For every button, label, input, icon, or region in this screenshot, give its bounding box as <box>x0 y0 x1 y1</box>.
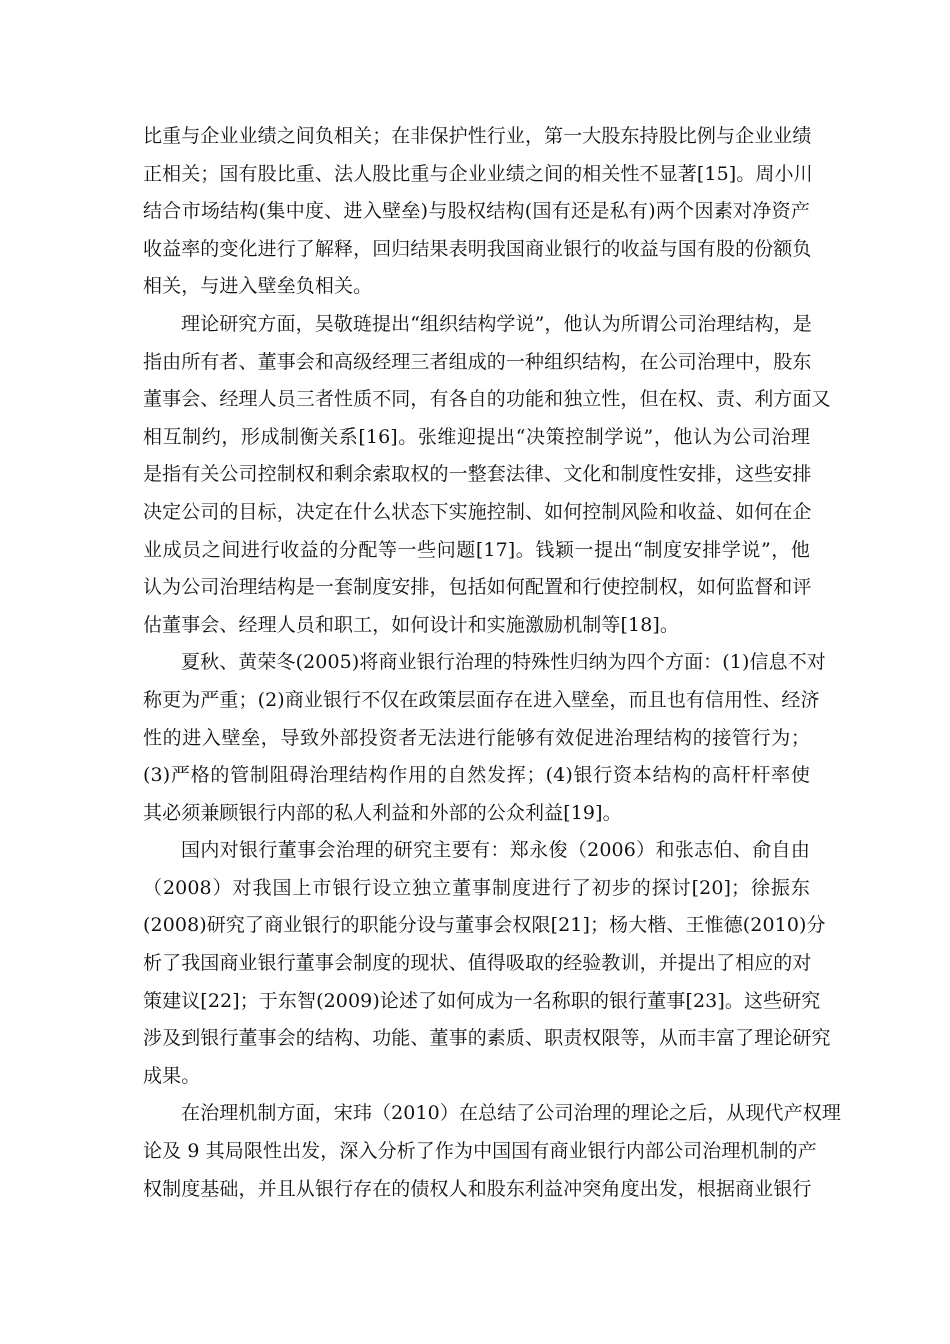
text-line: 相互制约，形成制衡关系[16]。张维迎提出“决策控制学说”，他认为公司治理 <box>143 425 810 448</box>
text-line: (2008)研究了商业银行的职能分设与董事会权限[21]；杨大楷、王惟德(2010)分 <box>143 914 826 937</box>
text-line: 析了我国商业银行董事会制度的现状、值得吸取的经验教训，并提出了相应的对 <box>143 952 812 975</box>
text-line: （2008）对我国上市银行设立独立董事制度进行了初步的探讨[20]；徐振东 <box>143 876 810 899</box>
text-line: (3)严格的管制阻碍治理结构作用的自然发挥；(4)银行资本结构的高杆杆率使 <box>143 764 810 787</box>
paragraph-board-governance <box>143 832 831 1095</box>
text-line: 董事会、经理人员三者性质不同，有各自的功能和独立性，但在权、责、利方面又 <box>143 388 831 411</box>
text-line: 结合市场结构(集中度、进入壁垒)与股权结构(国有还是私有)两个因素对净资产 <box>143 200 810 223</box>
text-line: 权制度基础，并且从银行存在的债权人和股东利益冲突角度出发，根据商业银行 <box>143 1177 812 1200</box>
text-line: 正相关；国有股比重、法人股比重与企业业绩之间的相关性不显著[15]。周小川 <box>143 162 813 185</box>
text-line: 是指有关公司控制权和剩余索取权的一整套法律、文化和制度性安排，这些安排 <box>143 463 812 486</box>
text-line: 估董事会、经理人员和职工，如何设计和实施激励机制等[18]。 <box>143 613 680 636</box>
text-line: 称更为严重；(2)商业银行不仅在政策层面存在进入壁垒，而且也有信用性、经济 <box>143 688 820 711</box>
text-line: 夏秋、黄荣冬(2005)将商业银行治理的特殊性归纳为四个方面：(1)信息不对 <box>181 651 826 674</box>
text-line: 业成员之间进行收益的分配等一些问题[17]。钱颖一提出“制度安排学说”，他 <box>143 538 810 561</box>
text-line: 相关，与进入壁垒负相关。 <box>143 275 373 298</box>
text-line: 论及 9 其局限性出发，深入分析了作为中国国有商业银行内部公司治理机制的产 <box>143 1140 817 1163</box>
text-line: 涉及到银行董事会的结构、功能、董事的素质、职责权限等，从而丰富了理论研究 <box>143 1027 831 1050</box>
text-line: 国内对银行董事会治理的研究主要有：郑永俊（2006）和张志伯、俞自由 <box>181 839 810 862</box>
paragraph-theory-research <box>143 306 831 644</box>
text-line: 决定公司的目标，决定在什么状态下实施控制、如何控制风险和收益、如何在企 <box>143 500 812 523</box>
text-line: 策建议[22]；于东智(2009)论述了如何成为一名称职的银行董事[23]。这些研究 <box>143 989 821 1012</box>
paragraph-ownership-performance <box>143 118 813 306</box>
text-line: 指由所有者、董事会和高级经理三者组成的一种组织结构，在公司治理中，股东 <box>143 350 812 373</box>
text-line: 性的进入壁垒，导致外部投资者无法进行能够有效促进治理结构的接管行为； <box>143 726 810 749</box>
document-page <box>143 118 841 1208</box>
text-line: 收益率的变化进行了解释，回归结果表明我国商业银行的收益与国有股的份额负 <box>143 237 812 260</box>
text-line: 其必须兼顾银行内部的私人利益和外部的公众利益[19]。 <box>143 801 622 824</box>
text-line: 认为公司治理结构是一套制度安排，包括如何配置和行使控制权，如何监督和评 <box>143 576 812 599</box>
paragraph-governance-mechanism <box>143 1095 841 1208</box>
text-line: 成果。 <box>143 1064 201 1087</box>
text-line: 比重与企业业绩之间负相关；在非保护性行业，第一大股东持股比例与企业业绩 <box>143 125 812 147</box>
text-line: 理论研究方面，吴敬琏提出“组织结构学说”，他认为所谓公司治理结构，是 <box>181 312 812 335</box>
text-line: 在治理机制方面，宋玮（2010）在总结了公司治理的理论之后，从现代产权理 <box>181 1102 841 1125</box>
paragraph-bank-governance-specifics <box>143 644 826 832</box>
